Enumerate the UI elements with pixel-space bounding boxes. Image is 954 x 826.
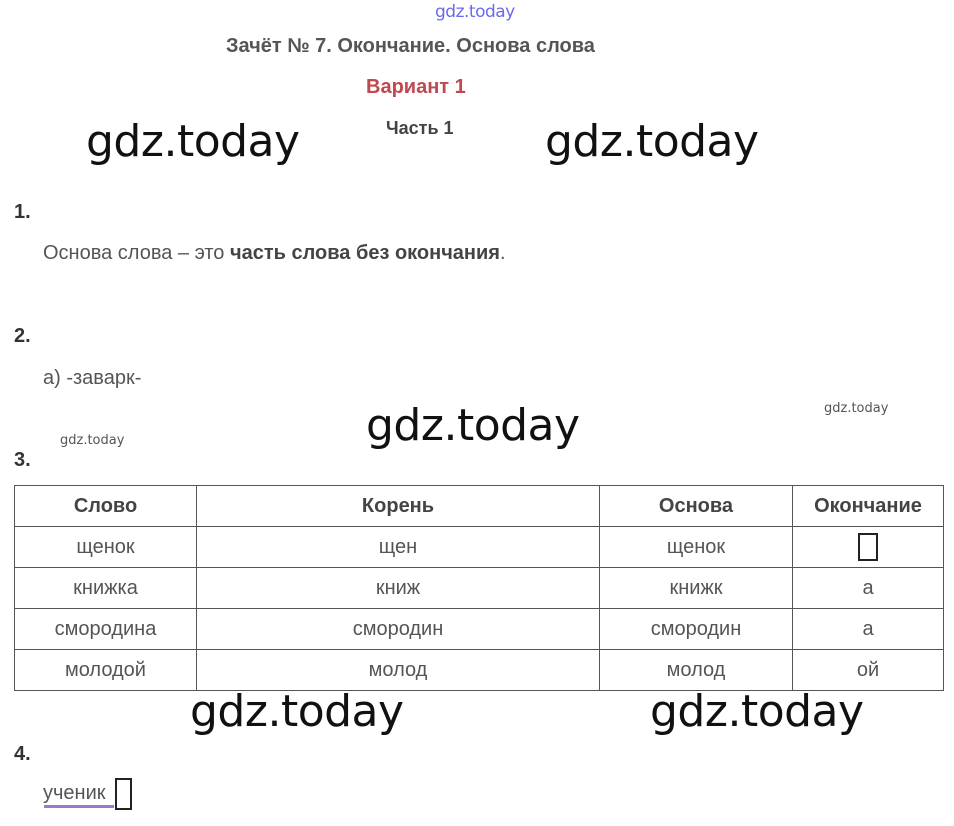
stem-underline xyxy=(44,805,114,808)
empty-ending-box xyxy=(858,533,878,561)
task1-answer xyxy=(43,242,506,265)
table-cell xyxy=(793,527,944,568)
table-cell: смородин xyxy=(600,609,793,650)
column-header: Слово xyxy=(15,486,197,527)
table-cell: смородин xyxy=(197,609,600,650)
task4-word: ученик xyxy=(43,782,106,804)
word-analysis-table xyxy=(14,485,944,691)
watermark: gdz.today xyxy=(86,116,300,167)
watermark: gdz.today xyxy=(650,686,864,737)
table-cell: книж xyxy=(197,568,600,609)
task2-answer: а) -заварк- xyxy=(43,367,142,389)
table-cell: а xyxy=(793,609,944,650)
table-cell: книжка xyxy=(15,568,197,609)
watermark-small: gdz.today xyxy=(824,401,889,416)
empty-ending-box xyxy=(115,778,132,810)
table-header-row xyxy=(15,486,944,527)
table-cell: книжк xyxy=(600,568,793,609)
table-row xyxy=(15,568,944,609)
task-number: 4. xyxy=(14,743,31,765)
table-cell: ой xyxy=(793,650,944,691)
task1-text: Основа слова – это xyxy=(43,242,230,264)
table-row xyxy=(15,650,944,691)
watermark: gdz.today xyxy=(366,400,580,451)
task-number: 1. xyxy=(14,201,31,223)
watermark: gdz.today xyxy=(190,686,404,737)
column-header: Окончание xyxy=(793,486,944,527)
watermark-top: gdz.today xyxy=(435,2,515,22)
watermark-small: gdz.today xyxy=(60,433,125,448)
table-row xyxy=(15,527,944,568)
table-cell: щен xyxy=(197,527,600,568)
table-cell: молод xyxy=(197,650,600,691)
task-number: 3. xyxy=(14,449,31,471)
task1-text-end: . xyxy=(499,242,506,264)
column-header: Корень xyxy=(197,486,600,527)
table-cell: щенок xyxy=(600,527,793,568)
table-row xyxy=(15,609,944,650)
part-label: Часть 1 xyxy=(386,118,454,138)
watermark: gdz.today xyxy=(545,116,759,167)
table-cell: а xyxy=(793,568,944,609)
page-title: Зачёт № 7. Окончание. Основа слова xyxy=(226,35,595,57)
table-cell: молодой xyxy=(15,650,197,691)
task-number: 2. xyxy=(14,325,31,347)
task1-bold-text: часть слова без окончания xyxy=(229,242,500,264)
table-cell: молод xyxy=(600,650,793,691)
variant-label: Вариант 1 xyxy=(366,76,466,98)
column-header: Основа xyxy=(600,486,793,527)
table-cell: смородина xyxy=(15,609,197,650)
table-cell: щенок xyxy=(15,527,197,568)
